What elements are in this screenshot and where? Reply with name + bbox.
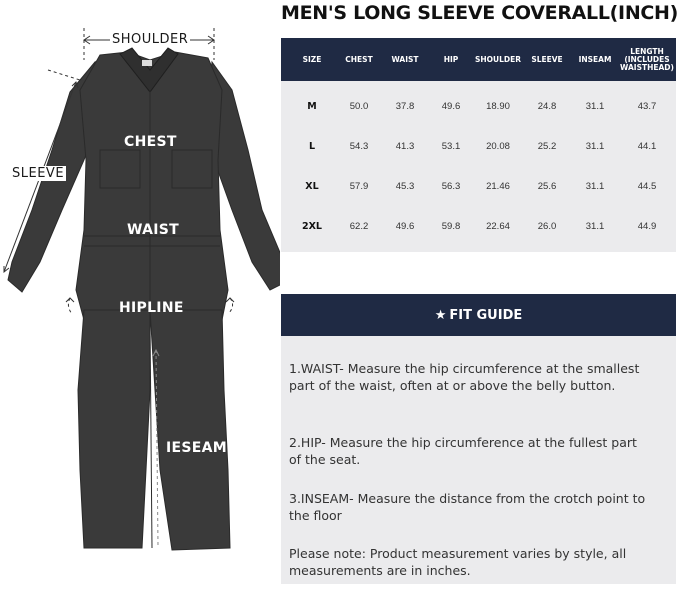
hipline-label: HIPLINE bbox=[119, 300, 184, 316]
size-table-header bbox=[281, 38, 676, 81]
table-cell: 45.3 bbox=[395, 180, 415, 192]
table-cell: 62.2 bbox=[349, 220, 369, 232]
column-header-shoulder: SHOULDER bbox=[474, 54, 522, 64]
table-cell-size: L bbox=[308, 140, 316, 152]
fit-guide-title: FIT GUIDE bbox=[449, 307, 523, 323]
fit-guide-item-waist: 1.WAIST- Measure the hip circumference at the smallest part of the waist, often at or above the belly button. bbox=[289, 361, 640, 393]
coverall-figure bbox=[0, 0, 280, 604]
table-row bbox=[281, 166, 676, 206]
table-cell: 37.8 bbox=[395, 100, 415, 112]
waist-label: WAIST bbox=[127, 222, 179, 238]
size-table bbox=[281, 38, 676, 252]
table-cell: 59.8 bbox=[441, 220, 461, 232]
table-cell: 53.1 bbox=[441, 140, 461, 152]
table-cell: 26.0 bbox=[537, 220, 557, 232]
fit-guide-item-hip: 2.HIP- Measure the hip circumference at the fullest part of the seat. bbox=[289, 435, 637, 467]
fit-guide-item-inseam: 3.INSEAM- Measure the distance from the crotch point to the floor bbox=[289, 491, 646, 523]
page-title: MEN'S LONG SLEEVE COVERALL(INCH) bbox=[281, 2, 679, 24]
column-header-inseam: INSEAM bbox=[578, 54, 612, 64]
table-cell: 20.08 bbox=[486, 140, 510, 152]
table-cell: 21.46 bbox=[486, 180, 510, 192]
table-cell: 24.8 bbox=[537, 100, 557, 112]
table-cell: 18.90 bbox=[486, 100, 510, 112]
table-cell: 31.1 bbox=[585, 140, 605, 152]
chest-label: CHEST bbox=[124, 134, 177, 150]
column-header-size: SIZE bbox=[302, 54, 322, 64]
table-cell: 41.3 bbox=[395, 140, 415, 152]
sleeve-label: SLEEVE bbox=[12, 166, 65, 181]
table-cell: 56.3 bbox=[441, 180, 461, 192]
inseam-label: IESEAM bbox=[166, 440, 227, 456]
column-header-hip: HIP bbox=[443, 54, 459, 64]
table-row bbox=[281, 206, 676, 246]
fit-guide-panel bbox=[281, 294, 676, 584]
table-cell: 44.5 bbox=[637, 180, 657, 192]
column-header-length: LENGTH (INCLUDES WAISTHEAD) bbox=[620, 46, 674, 72]
table-cell: 31.1 bbox=[585, 100, 605, 112]
column-header-chest: CHEST bbox=[345, 54, 373, 64]
table-cell: 43.7 bbox=[637, 100, 657, 112]
table-cell: 49.6 bbox=[441, 100, 461, 112]
shoulder-label: SHOULDER bbox=[112, 32, 189, 47]
table-cell-size: M bbox=[307, 100, 317, 112]
table-cell: 22.64 bbox=[486, 220, 510, 232]
table-row bbox=[281, 86, 676, 126]
star-icon: ★ bbox=[434, 307, 447, 323]
column-header-sleeve: SLEEVE bbox=[531, 54, 563, 64]
table-cell: 31.1 bbox=[585, 180, 605, 192]
table-cell: 44.1 bbox=[637, 140, 657, 152]
table-cell: 57.9 bbox=[349, 180, 369, 192]
table-row bbox=[281, 126, 676, 166]
table-cell: 31.1 bbox=[585, 220, 605, 232]
table-cell: 44.9 bbox=[637, 220, 657, 232]
table-cell: 49.6 bbox=[395, 220, 415, 232]
table-cell: 25.2 bbox=[537, 140, 557, 152]
column-header-waist: WAIST bbox=[391, 54, 419, 64]
table-cell: 54.3 bbox=[349, 140, 369, 152]
table-cell-size: 2XL bbox=[302, 220, 322, 232]
table-cell-size: XL bbox=[305, 180, 319, 192]
table-cell: 50.0 bbox=[349, 100, 369, 112]
fit-guide-header bbox=[281, 294, 676, 336]
fit-guide-note: Please note: Product measurement varies by style, all measurements are in inches. bbox=[289, 546, 627, 578]
collar-tag bbox=[142, 60, 152, 66]
table-cell: 25.6 bbox=[537, 180, 557, 192]
